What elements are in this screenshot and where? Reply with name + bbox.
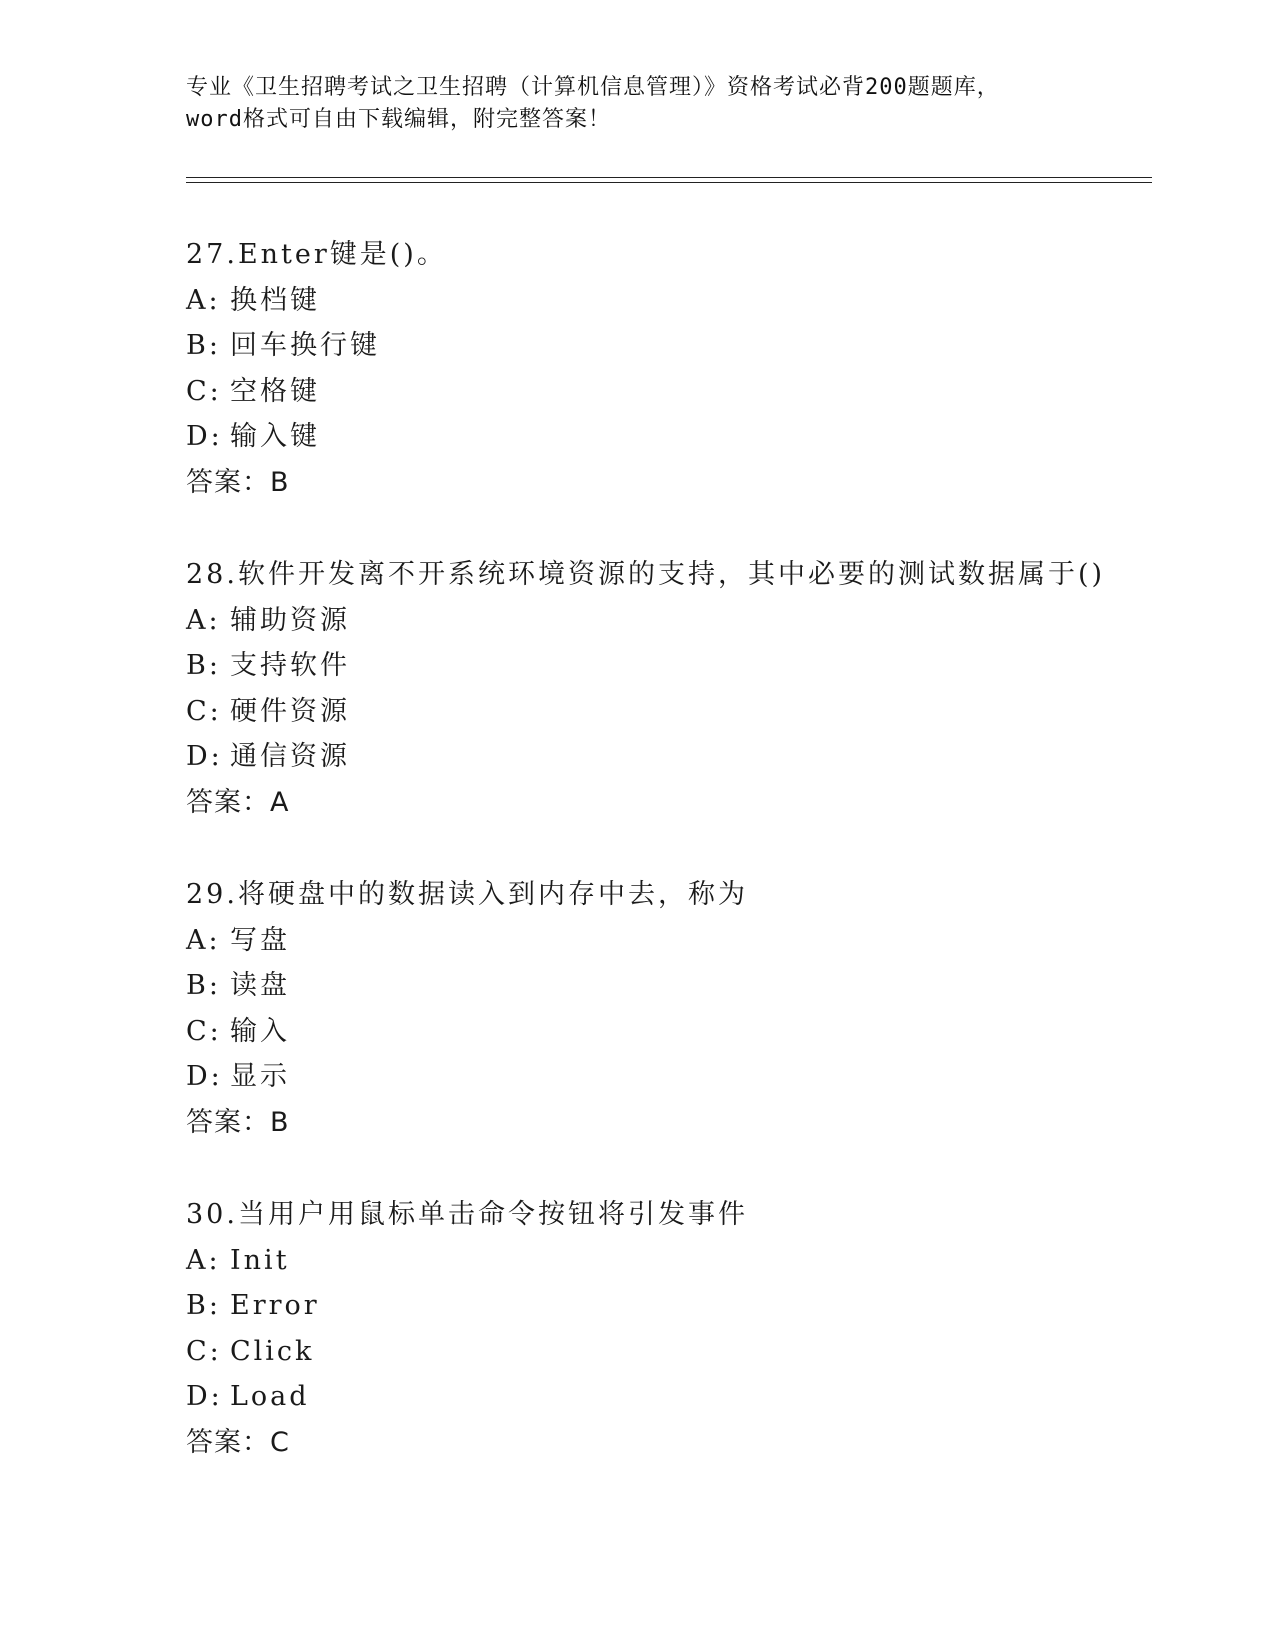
option-letter: D: xyxy=(186,1381,223,1412)
question-stem: 30.当用户用鼠标单击命令按钮将引发事件 xyxy=(186,1199,748,1230)
option-letter: B: xyxy=(186,330,221,361)
question-stem: 28.软件开发离不开系统环境资源的支持，其中必要的测试数据属于() xyxy=(186,559,1106,590)
question-29 xyxy=(186,872,1146,1192)
answer-line: 答案：B xyxy=(186,466,290,498)
question-stem: 29.将硬盘中的数据读入到内存中去，称为 xyxy=(186,879,748,910)
option-letter: C: xyxy=(186,695,222,727)
option-text: 输入键 xyxy=(230,421,320,452)
option-letter: C: xyxy=(186,1015,222,1047)
option-b xyxy=(186,1283,1146,1329)
option-text: 通信资源 xyxy=(230,741,350,772)
option-c xyxy=(186,689,1146,735)
option-b xyxy=(186,963,1146,1009)
option-letter: D: xyxy=(186,421,223,452)
question-stem: 27.Enter键是()。 xyxy=(186,239,447,270)
option-text: Load xyxy=(230,1381,310,1412)
header-line-2: word格式可自由下载编辑，附完整答案！ xyxy=(186,107,611,132)
option-text: 输入 xyxy=(230,1015,290,1047)
option-letter: A: xyxy=(186,284,221,316)
option-d xyxy=(186,1054,1146,1100)
option-text: 显示 xyxy=(230,1061,290,1092)
option-a xyxy=(186,598,1146,644)
option-letter: B: xyxy=(186,650,221,681)
option-b xyxy=(186,323,1146,369)
header-line-1: 专业《卫生招聘考试之卫生招聘（计算机信息管理）》资格考试必背200题题库， xyxy=(186,75,1000,100)
option-letter: D: xyxy=(186,1061,223,1092)
option-text: 空格键 xyxy=(230,375,320,407)
answer-line: 答案：A xyxy=(186,786,290,818)
option-letter: C: xyxy=(186,1335,222,1367)
option-text: 读盘 xyxy=(230,970,290,1001)
header-divider-bottom xyxy=(186,182,1152,183)
option-c xyxy=(186,369,1146,415)
answer-line: 答案：C xyxy=(186,1426,290,1458)
option-text: 硬件资源 xyxy=(230,695,350,727)
question-30 xyxy=(186,1192,1146,1512)
option-letter: A: xyxy=(186,604,221,636)
option-a xyxy=(186,278,1146,324)
option-a xyxy=(186,918,1146,964)
option-c xyxy=(186,1329,1146,1375)
option-text: 写盘 xyxy=(230,924,290,956)
option-letter: A: xyxy=(186,924,221,956)
option-text: 支持软件 xyxy=(230,650,350,681)
question-28 xyxy=(186,552,1146,872)
option-d xyxy=(186,1374,1146,1420)
document-header xyxy=(186,72,1086,136)
option-text: 辅助资源 xyxy=(230,604,350,636)
option-letter: D: xyxy=(186,741,223,772)
answer-line: 答案：B xyxy=(186,1106,290,1138)
option-text: 换档键 xyxy=(230,284,320,316)
question-27 xyxy=(186,232,1146,552)
option-letter: B: xyxy=(186,970,221,1001)
option-text: Init xyxy=(230,1244,290,1276)
option-b xyxy=(186,643,1146,689)
option-d xyxy=(186,414,1146,460)
option-text: Click xyxy=(230,1335,315,1367)
header-divider-top xyxy=(186,177,1152,178)
option-d xyxy=(186,734,1146,780)
option-a xyxy=(186,1238,1146,1284)
option-letter: C: xyxy=(186,375,222,407)
option-letter: A: xyxy=(186,1244,221,1276)
option-letter: B: xyxy=(186,1290,221,1321)
option-c xyxy=(186,1009,1146,1055)
option-text: 回车换行键 xyxy=(230,330,380,361)
question-list xyxy=(186,232,1146,1512)
option-text: Error xyxy=(230,1290,320,1321)
